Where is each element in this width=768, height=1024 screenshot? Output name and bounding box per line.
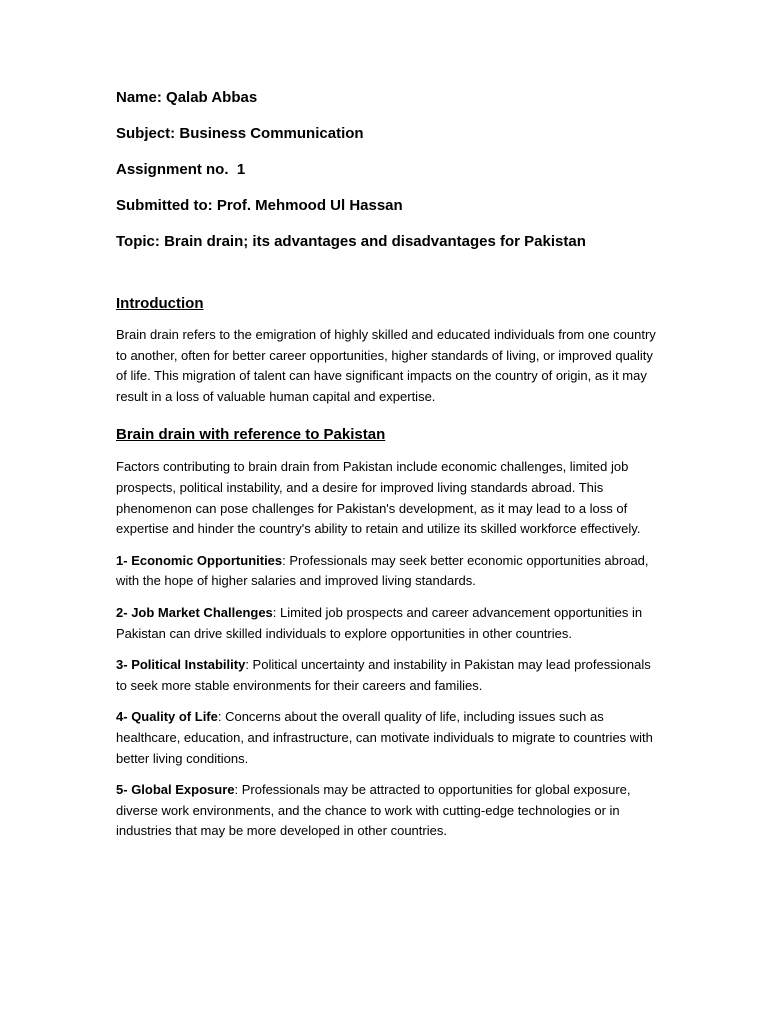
topic-value: Brain drain; its advantages and disadvantages for Pakistan bbox=[164, 233, 586, 250]
topic-label: Topic: bbox=[116, 233, 160, 250]
subject-value: Business Communication bbox=[179, 125, 364, 142]
point-political-instability bbox=[116, 655, 658, 696]
point-text: : Professionals may be attracted to opportunities for global exposure, diverse work environments, and the chance to work with cutting-edge technologies or in industries that may be more developed in other countries. bbox=[116, 782, 631, 839]
introduction-heading: Introduction bbox=[116, 295, 204, 312]
submitted-line bbox=[116, 196, 658, 216]
point-number: 5- bbox=[116, 782, 128, 798]
subject-line bbox=[116, 124, 658, 144]
pakistan-heading: Brain drain with reference to Pakistan bbox=[116, 426, 386, 444]
point-number: 2- bbox=[116, 604, 128, 620]
point-term: Job Market Challenges bbox=[131, 604, 273, 620]
point-term: Political Instability bbox=[131, 657, 246, 673]
assignment-label: Assignment no. bbox=[116, 161, 229, 178]
pakistan-paragraph: Factors contributing to brain drain from Pakistan include economic challenges, limited job prospects, political instability, and a desire for improved living standards abroad. This phenomenon can pose challenges for Pakistan's development, as it may lead to a loss of expertise and hinder the country's ability to retain and utilize its skilled workforce effectively. bbox=[116, 459, 641, 537]
name-label: Name: bbox=[116, 89, 162, 106]
point-text: : Concerns about the overall quality of life, including issues such as healthcare, education, and infrastructure, can motivate individuals to migrate to countries with better living conditions. bbox=[116, 709, 653, 766]
introduction-paragraph: Brain drain refers to the emigration of highly skilled and educated individuals from one country to another, often for better career opportunities, higher standards of living, or improved quality of life. This migration of talent can have significant impacts on the country of origin, as it may result in a loss of valuable human capital and expertise. bbox=[116, 327, 656, 404]
point-term: Economic Opportunities bbox=[131, 552, 283, 568]
point-number: 4- bbox=[116, 709, 128, 725]
point-quality-of-life bbox=[116, 707, 658, 769]
point-number: 1- bbox=[116, 552, 128, 568]
submitted-label: Submitted to: bbox=[116, 197, 213, 214]
submitted-value: Prof. Mehmood Ul Hassan bbox=[216, 197, 403, 214]
point-text: : Professionals may seek better economic opportunities abroad, with the hope of higher salaries and improved living standards. bbox=[116, 552, 649, 589]
point-economic-opportunities bbox=[116, 551, 658, 592]
name-line bbox=[116, 88, 658, 108]
name-value: Qalab Abbas bbox=[166, 89, 258, 106]
point-term: Global Exposure bbox=[131, 782, 235, 798]
point-term: Quality of Life bbox=[131, 709, 218, 725]
subject-label: Subject: bbox=[116, 125, 176, 142]
assignment-line bbox=[116, 160, 658, 180]
point-number: 3- bbox=[116, 657, 128, 673]
topic-line bbox=[116, 232, 658, 252]
point-text: : Limited job prospects and career advancement opportunities in Pakistan can drive skilled individuals to explore opportunities in other countries. bbox=[116, 604, 643, 641]
point-job-market-challenges bbox=[116, 603, 658, 644]
point-text: : Political uncertainty and instability in Pakistan may lead professionals to seek more stable environments for their careers and families. bbox=[116, 657, 651, 693]
assignment-value: 1 bbox=[236, 161, 246, 178]
point-global-exposure bbox=[116, 780, 658, 842]
